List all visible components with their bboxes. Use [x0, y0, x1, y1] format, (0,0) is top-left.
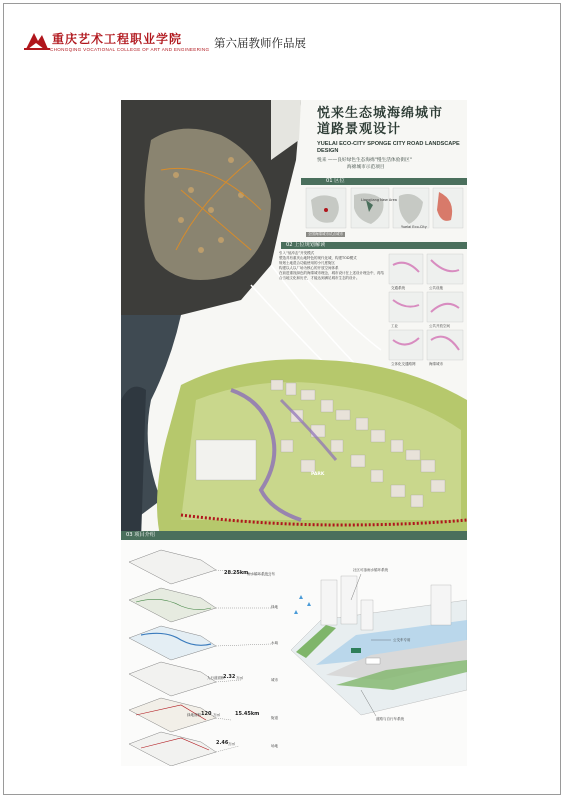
- section-01-label: 01 区位: [326, 178, 345, 184]
- layer-unit: 万㎡: [236, 676, 243, 680]
- section-label-bike: 道路与自行车系统: [376, 717, 404, 721]
- layer-caption: 雨水循环系统分布: [247, 572, 275, 576]
- layer-prefix: 绿地面积: [187, 713, 201, 717]
- layer-caption: 场地: [271, 744, 278, 748]
- poster-subtitle: [317, 158, 412, 171]
- planning-point: 构建以人以厂场为核心的开放空间体系: [279, 266, 339, 270]
- poster-title-en: YUELAI ECO-CITY SPONGE CITY ROAD LANDSCAPE DESIGN: [317, 141, 460, 154]
- diagram-label: Yuelai Eco-City: [401, 225, 427, 229]
- planning-point: 塑造具有重庆山地特色的现代化城，构建TOD模式: [279, 256, 357, 260]
- college-logo-icon: [24, 29, 50, 51]
- layer-diagrams: [121, 540, 467, 766]
- poster-subtitle-line2: 海绵城市示范项目: [347, 164, 385, 170]
- layer-unit: 万㎡: [228, 742, 235, 746]
- park-label: PARK: [311, 472, 325, 477]
- poster-title-line2: 道路景观设计: [317, 122, 402, 137]
- section-label-cycle: 社区可渗雨水循环系统: [353, 568, 388, 572]
- section-02-label: 02 上位规划解读: [286, 242, 326, 248]
- section-03-bar: [121, 531, 467, 540]
- layer-unit: 万㎡: [213, 713, 220, 717]
- section-03-label: 03 项目介绍: [126, 532, 155, 538]
- diagram-label: 公共设施: [429, 286, 443, 290]
- poster-subtitle-line1: 悦来 ——良好绿色生态海绵"慢生活体验街区": [317, 158, 412, 163]
- planning-point: 规划土地混合功能使用的小尺度街区: [279, 261, 335, 265]
- layer-value: 120: [201, 711, 212, 717]
- diagram-label: 工业: [391, 324, 398, 328]
- section-label-bus: 公交车专用: [393, 638, 411, 642]
- exhibition-title: 第六届教师作品展: [214, 36, 306, 50]
- poster-title: [317, 106, 443, 138]
- layer-caption: 城市: [271, 678, 278, 682]
- diagram-label: 交通系统: [391, 286, 405, 290]
- diagram-label: 海绵城市: [429, 362, 443, 366]
- layer-caption: 街道: [271, 716, 278, 720]
- layer-prefix: 人行道面积: [207, 676, 225, 680]
- layer-value: 2.32: [223, 674, 236, 680]
- diagram-label: 公共开放空间: [429, 324, 450, 328]
- layer-value-28km: 28.25km: [224, 570, 249, 576]
- location-note: 全国海绵城市试点城市: [308, 232, 343, 236]
- diagram-label: 立体化交通路网: [391, 362, 416, 366]
- school-name-cn: 重庆艺术工程职业学院: [52, 32, 183, 46]
- diagram-label: Liangjiang New Area: [361, 198, 397, 202]
- layer-value: 2.46: [216, 740, 229, 746]
- school-name-en: CHONGQING VOCATIONAL COLLEGE OF ART AND ENGINEERING: [50, 47, 210, 52]
- poster-title-line1: 悦来生态城海绵城市: [317, 106, 444, 121]
- planning-point: 引入“低冲击”开发模式: [279, 251, 315, 255]
- section-02-bar: [281, 242, 467, 249]
- layer-caption: 水域: [271, 641, 278, 645]
- poster-bottom: [121, 540, 467, 766]
- planning-points: [279, 251, 385, 281]
- planning-point: 在前进重视绿色的海绵城市理念，城市设计在上述设计理念中，再结合当地文化和历史，才能达到满足城市生态的设计。: [279, 271, 384, 280]
- section-01-bar: [301, 178, 467, 185]
- poster-artwork: [121, 100, 467, 540]
- poster-top: [121, 100, 467, 540]
- layer-caption: 绿地: [271, 605, 278, 609]
- layer-value-2: 15.45km: [235, 711, 260, 717]
